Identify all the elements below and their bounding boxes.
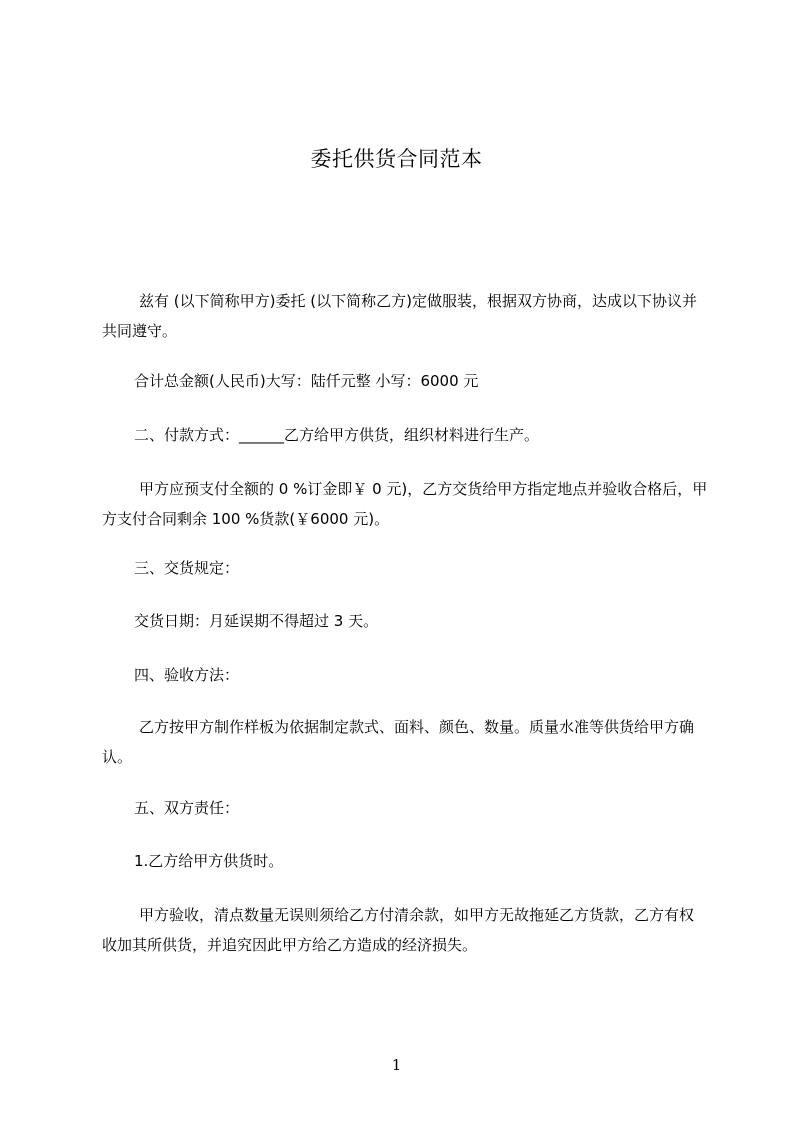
- paragraph-supply-clause: 1.乙方给甲方供货时。: [134, 852, 284, 870]
- paragraph-deposit: 甲方应预支付全额的 0 %订金即￥ 0 元)，乙方交货给甲方指定地点并验收合格后，甲方支付合同剩余 100 %货款(￥6000 元)。: [102, 480, 708, 528]
- heading-acceptance: 四、验收方法：: [134, 666, 240, 684]
- paragraph-payment-method: 二、付款方式：______乙方给甲方供货，组织材料进行生产。: [134, 426, 540, 444]
- heading-delivery: 三、交货规定：: [134, 559, 240, 577]
- paragraph-acceptance: 乙方按甲方制作样板为依据制定款式、面料、颜色、数量。质量水准等供货给甲方确认。: [102, 718, 695, 766]
- paragraph-inspection: 甲方验收，清点数量无误则须给乙方付清余款，如甲方无故拖延乙方货款，乙方有权收加其所供货，并追究因此甲方给乙方造成的经济损失。: [102, 906, 695, 954]
- heading-responsibilities: 五、双方责任：: [134, 799, 240, 817]
- paragraph-total-amount: 合计总金额(人民币)大写：陆仟元整 小写：6000 元: [134, 372, 479, 390]
- paragraph-delivery-date: 交货日期：月延误期不得超过 3 天。: [134, 612, 379, 630]
- page-number: 1: [391, 1056, 402, 1074]
- paragraph-intro: 兹有 (以下简称甲方)委托 (以下简称乙方)定做服装，根据双方协商，达成以下协议并共同遵守。: [102, 292, 697, 340]
- document-title: 委托供货合同范本: [310, 147, 483, 171]
